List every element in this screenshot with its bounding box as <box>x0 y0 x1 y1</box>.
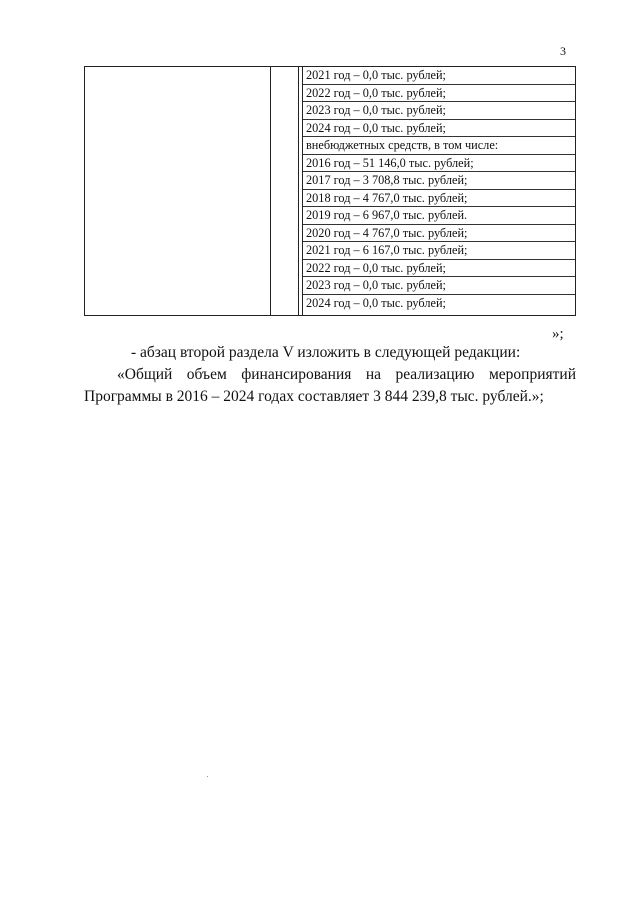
table-row: 2019 год – 6 967,0 тыс. рублей. <box>302 207 575 225</box>
quoted-text-line-2: Программы в 2016 – 2024 годах составляет 3 844 239,8 тыс. рублей.»; <box>84 388 544 405</box>
table-row: 2024 год – 0,0 тыс. рублей; <box>306 295 446 310</box>
financing-table <box>84 66 576 316</box>
table-row: 2023 год – 0,0 тыс. рублей; <box>302 102 575 120</box>
table-row: 2017 год – 3 708,8 тыс. рублей; <box>302 172 575 190</box>
table-row: 2016 год – 51 146,0 тыс. рублей; <box>302 155 575 173</box>
instruction-line: - абзац второй раздела V изложить в следующей редакции: <box>131 344 521 361</box>
quoted-text-line-1: «Общий объем финансирования на реализацию мероприятий <box>117 366 576 383</box>
table-row: 2024 год – 0,0 тыс. рублей; <box>302 120 575 138</box>
closing-quote: »; <box>552 326 564 342</box>
table-values-column <box>302 67 575 315</box>
table-row: 2022 год – 0,0 тыс. рублей; <box>302 85 575 103</box>
table-row: внебюджетных средств, в том числе: <box>302 137 575 155</box>
scan-speck <box>207 776 208 777</box>
table-row: 2023 год – 0,0 тыс. рублей; <box>302 277 575 295</box>
table-row: 2022 год – 0,0 тыс. рублей; <box>302 260 575 278</box>
values-column-border <box>302 67 303 315</box>
table-row: 2020 год – 4 767,0 тыс. рублей; <box>302 225 575 243</box>
table-row: 2021 год – 0,0 тыс. рублей; <box>302 67 575 85</box>
table-column-divider-2 <box>298 67 299 315</box>
table-row: 2018 год – 4 767,0 тыс. рублей; <box>302 190 575 208</box>
table-column-divider-1 <box>270 67 271 315</box>
page-number: 3 <box>560 44 566 58</box>
table-row: 2021 год – 6 167,0 тыс. рублей; <box>302 242 575 260</box>
